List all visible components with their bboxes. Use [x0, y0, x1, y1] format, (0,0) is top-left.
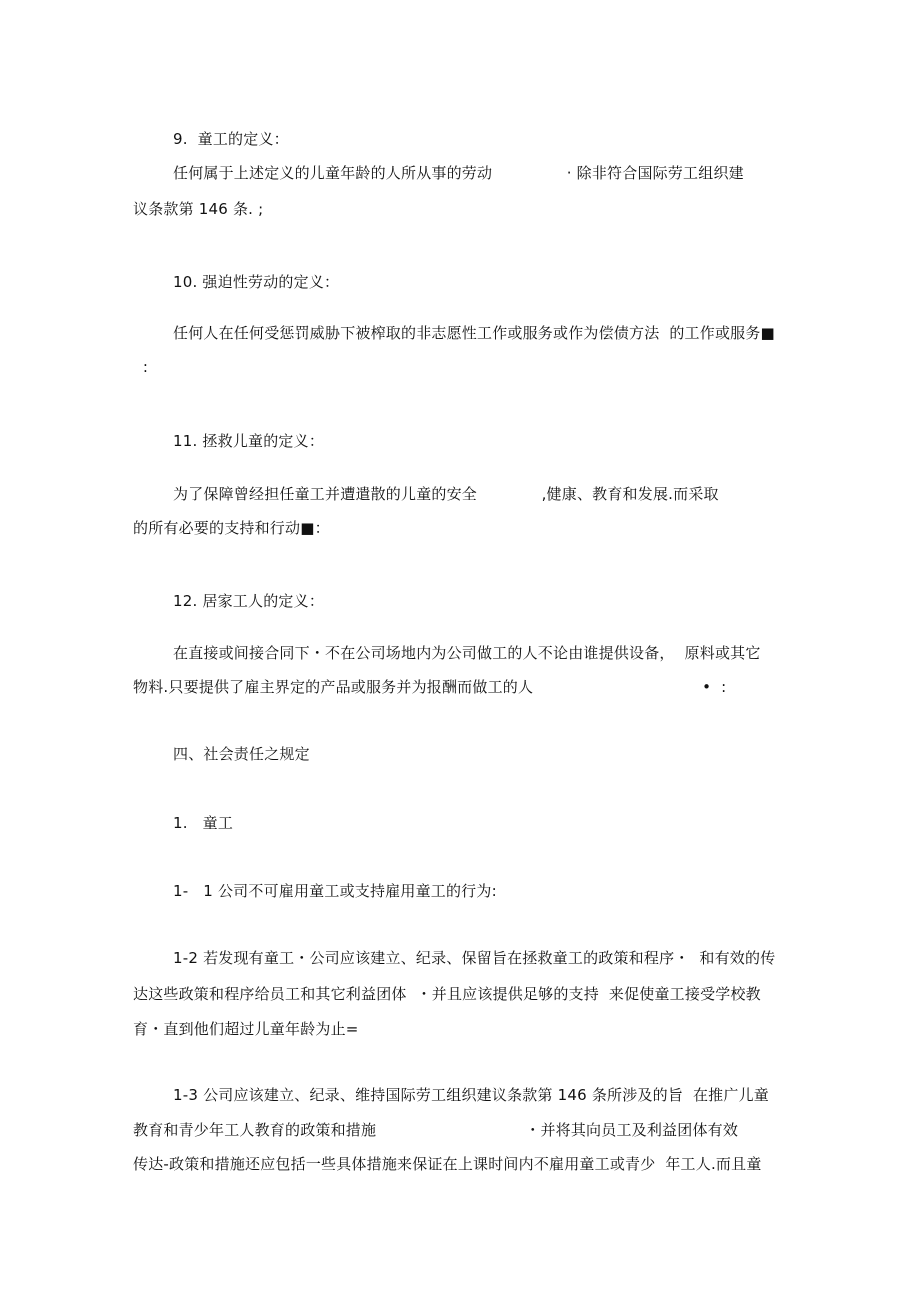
section-11-line-1: 为了保障曾经担任童工并遭遣散的儿童的安全 ,健康、教育和发展.而采取	[173, 485, 719, 503]
section-10-heading: 10. 强迫性劳动的定义：	[173, 273, 340, 291]
clause-1-2-line-2: 达这些政策和程序给员工和其它利益团体 ・并且应该提供足够的支持 来促使童工接受学校教	[133, 985, 761, 1003]
clause-1-3-line-1: 1-3 公司应该建立、纪录、维持国际劳工组织建议条款第 146 条所涉及的旨 在推广儿童	[173, 1086, 769, 1104]
section-11-line-2: 的所有必要的支持和行动■：	[133, 519, 330, 537]
section-12-heading: 12. 居家工人的定义：	[173, 592, 325, 610]
section-11-heading: 11. 拯救儿童的定义：	[173, 432, 325, 450]
section-9-line-1: 任何属于上述定义的儿童年龄的人所从事的劳动 · 除非符合国际劳工组织建	[173, 164, 744, 182]
section-12-line-1: 在直接或间接合同下・不在公司场地内为公司做工的人不论由谁提供设备， 原料或其它	[173, 644, 761, 662]
clause-1-2-line-3: 育・直到他们超过儿童年龄为止=	[133, 1020, 359, 1038]
section-10-line-2: :	[133, 358, 149, 376]
section-12-line-2: 物料.只要提供了雇主界定的产品或服务并为报酬而做工的人 • :	[133, 678, 727, 696]
section-10-line-1: 任何人在任何受惩罚威胁下被榨取的非志愿性工作或服务或作为偿债方法 的工作或服务■	[173, 324, 775, 342]
item-title: 1. 童工	[173, 814, 234, 832]
section-9-heading: 9. 童工的定义：	[173, 130, 289, 148]
chapter-title: 四、社会责任之规定	[173, 745, 310, 763]
clause-1-3-line-2: 教育和青少年工人教育的政策和措施 ・并将其向员工及利益团体有效	[133, 1121, 739, 1139]
clause-1-3-line-3: 传达-政策和措施还应包括一些具体措施来保证在上课时间内不雇用童工或青少 年工人.而且童	[133, 1155, 762, 1173]
clause-1-1: 1- 1 公司不可雇用童工或支持雇用童工的行为:	[173, 882, 497, 900]
section-9-line-2: 议条款第 146 条. ;	[133, 200, 264, 218]
clause-1-2-line-1: 1-2 若发现有童工・公司应该建立、纪录、保留旨在拯救童工的政策和程序・ 和有效的传	[173, 949, 776, 967]
